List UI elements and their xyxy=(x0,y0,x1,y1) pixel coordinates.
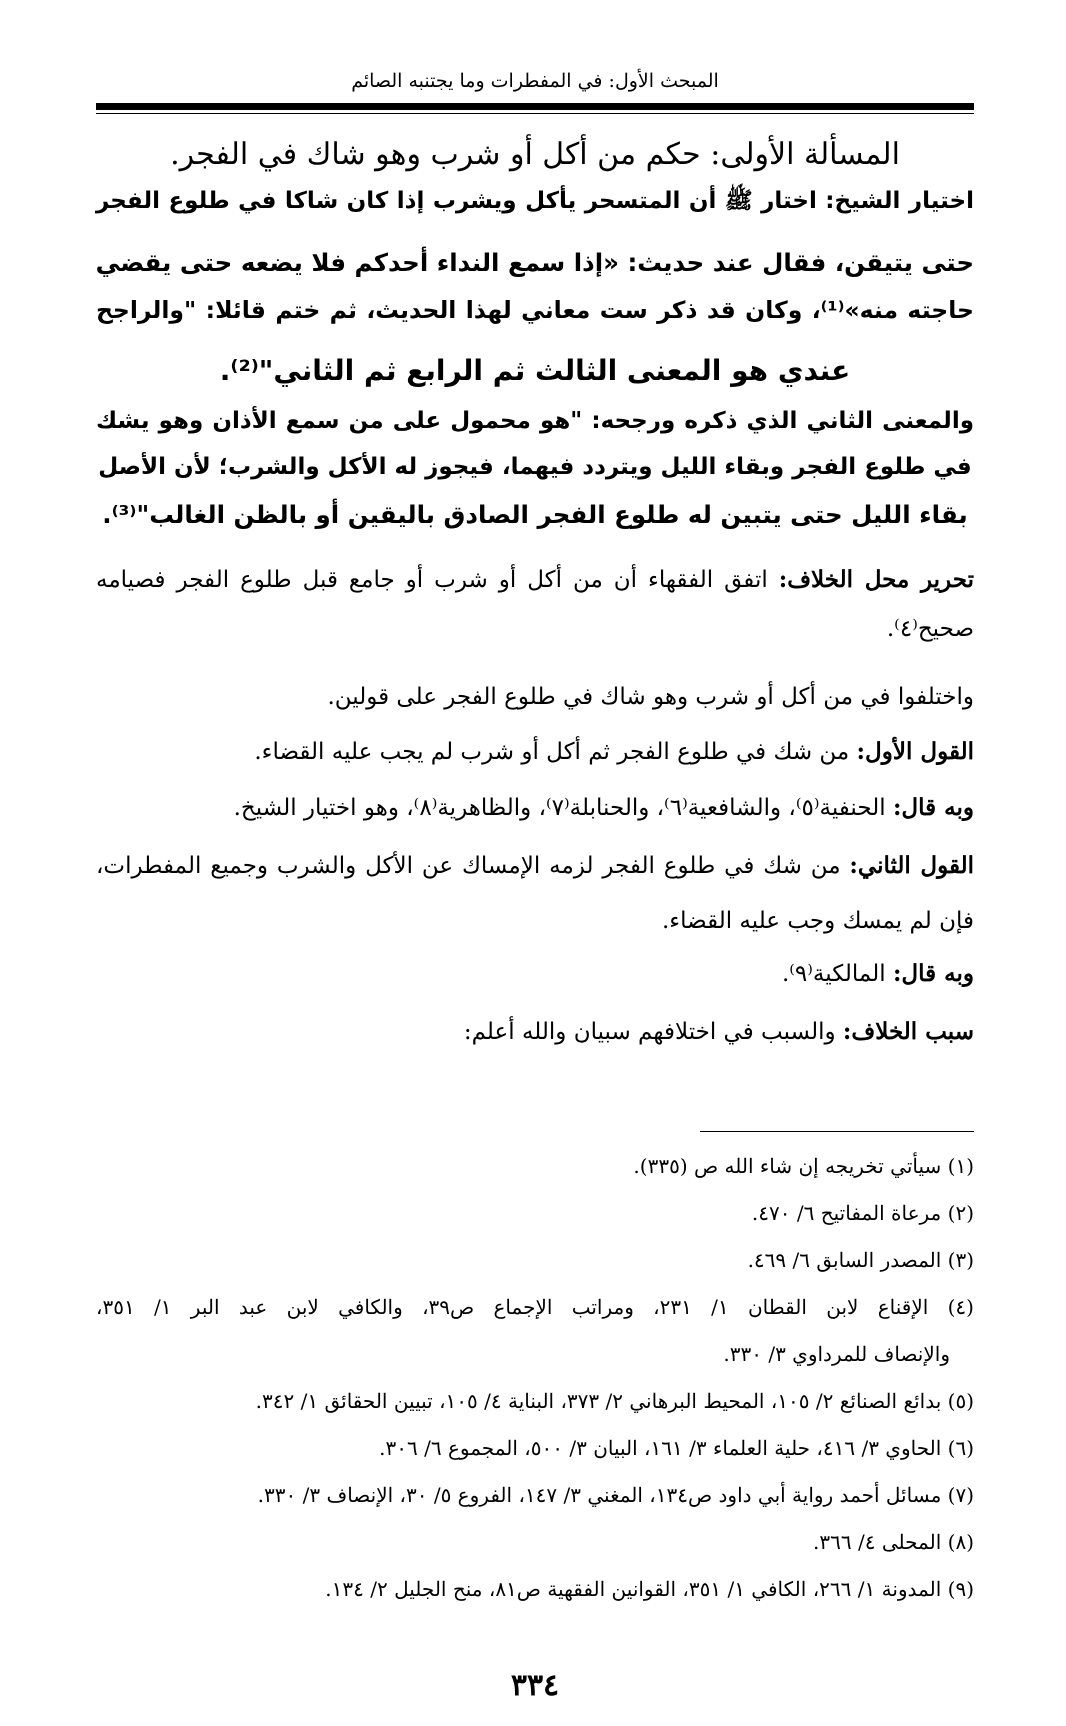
first-opinion-label: القول الأول: xyxy=(856,738,974,765)
page-number: ٣٣٤ xyxy=(510,1668,560,1703)
header-rule-thick xyxy=(96,103,974,110)
second-opinion-line-1 xyxy=(96,852,974,879)
footnote-separator xyxy=(700,1131,974,1132)
tahrir-line-2: صحيح⁽٤⁾. xyxy=(886,616,974,642)
first-opinion-holders-line xyxy=(96,794,974,821)
tahrir-text: اتفق الفقهاء أن من أكل أو شرب أو جامع قبل طلوع الفجر فصيامه xyxy=(96,567,779,593)
first-opinion-line xyxy=(96,738,974,765)
shaikh-choice-line-2: حتى يتيقن، فقال عند حديث: «إذا سمع النداء أحدكم فلا يضعه حتى يقضي xyxy=(95,248,974,277)
footnote-8: (٨) المحلى ٤/ ٣٦٦. xyxy=(813,1530,974,1554)
issue-title: المسألة الأولى: حكم من أكل أو شرب وهو شاك في الفجر. xyxy=(170,137,900,172)
footnote-5: (٥) بدائع الصنائع ٢/ ١٠٥، المحيط البرهاني ٢/ ٣٧٣، البناية ٤/ ١٠٥، تبيين الحقائق ١/ ٣٤٢. xyxy=(255,1389,974,1413)
header-rule-thin xyxy=(96,113,974,114)
footnote-1: (١) سيأتي تخريجه إن شاء الله ص (٣٣٥). xyxy=(633,1154,974,1178)
second-opinion-holders-text: المالكية⁽٩⁾. xyxy=(781,961,893,987)
tahrir-label: تحرير محل الخلاف: xyxy=(778,566,974,593)
second-meaning-line-1: والمعنى الثاني الذي ذكره ورجحه: "هو محمول على من سمع الأذان وهو يشك xyxy=(96,408,974,434)
second-opinion-label: القول الثاني: xyxy=(849,852,975,879)
shaikh-choice-line-4: عندي هو المعنى الثالث ثم الرابع ثم الثاني"⁽²⁾. xyxy=(219,354,851,387)
footnote-2: (٢) مرعاة المفاتيح ٦/ ٤٧٠. xyxy=(751,1201,974,1225)
footnote-7: (٧) مسائل أحمد رواية أبي داود ص١٣٤، المغني ٣/ ١٤٧، الفروع ٥/ ٣٠، الإنصاف ٣/ ٣٣٠. xyxy=(257,1483,974,1507)
footnote-3: (٣) المصدر السابق ٦/ ٤٦٩. xyxy=(747,1248,974,1272)
footnote-4-line-2: والإنصاف للمرداوي ٣/ ٣٣٠. xyxy=(723,1342,950,1366)
second-opinion-line-2: فإن لم يمسك وجب عليه القضاء. xyxy=(662,908,974,934)
second-meaning-line-2: في طلوع الفجر وبقاء الليل ويتردد فيهما، فيجوز له الأكل والشرب؛ لأن الأصل xyxy=(98,454,972,480)
cause-of-disagreement-line xyxy=(96,1018,974,1045)
second-opinion-text: من شك في طلوع الفجر لزمه الإمساك عن الأكل والشرب وجميع المفطرات، xyxy=(96,853,850,879)
running-header: المبحث الأول: في المفطرات وما يجتنبه الصائم xyxy=(351,70,719,92)
first-opinion-holders-text: الحنفية⁽٥⁾، والشافعية⁽٦⁾، والحنابلة⁽٧⁾، والظاهرية⁽٨⁾، وهو اختيار الشيخ. xyxy=(233,795,893,821)
footnote-9: (٩) المدونة ١/ ٢٦٦، الكافي ١/ ٣٥١، القوانين الفقهية ص٨١، منح الجليل ٢/ ١٣٤. xyxy=(325,1577,974,1601)
shaikh-choice-line-3: حاجته منه»⁽¹⁾، وكان قد ذكر ست معاني لهذا الحديث، ثم ختم قائلا: "والراجح xyxy=(96,296,974,324)
footnote-4-line-1: (٤) الإقناع لابن القطان ١/ ٢٣١، ومراتب الإجماع ص٣٩، والكافي لابن عبد البر ١/ ٣٥١، xyxy=(96,1295,974,1319)
shaikh-choice-line-1: اختيار الشيخ: اختار ﷺ أن المتسحر يأكل ويشرب إذا كان شاكا في طلوع الفجر xyxy=(96,188,974,214)
cause-of-disagreement-label: سبب الخلاف: xyxy=(842,1018,974,1045)
footnote-6: (٦) الحاوي ٣/ ٤١٦، حلية العلماء ٣/ ١٦١، البيان ٣/ ٥٠٠، المجموع ٦/ ٣٠٦. xyxy=(379,1436,974,1460)
first-opinion-holders-label: وبه قال: xyxy=(892,794,974,821)
ikhtalafu-line: واختلفوا في من أكل أو شرب وهو شاك في طلوع الفجر على قولين. xyxy=(327,684,974,710)
first-opinion-text: من شك في طلوع الفجر ثم أكل أو شرب لم يجب عليه القضاء. xyxy=(254,739,857,765)
second-meaning-line-3: بقاء الليل حتى يتبين له طلوع الفجر الصادق باليقين أو بالظن الغالب"⁽³⁾. xyxy=(102,500,968,529)
second-opinion-holders-line xyxy=(96,960,974,987)
second-opinion-holders-label: وبه قال: xyxy=(892,960,974,987)
cause-of-disagreement-text: والسبب في اختلافهم سبيان والله أعلم: xyxy=(463,1019,843,1045)
tahrir-line-1 xyxy=(96,566,974,593)
